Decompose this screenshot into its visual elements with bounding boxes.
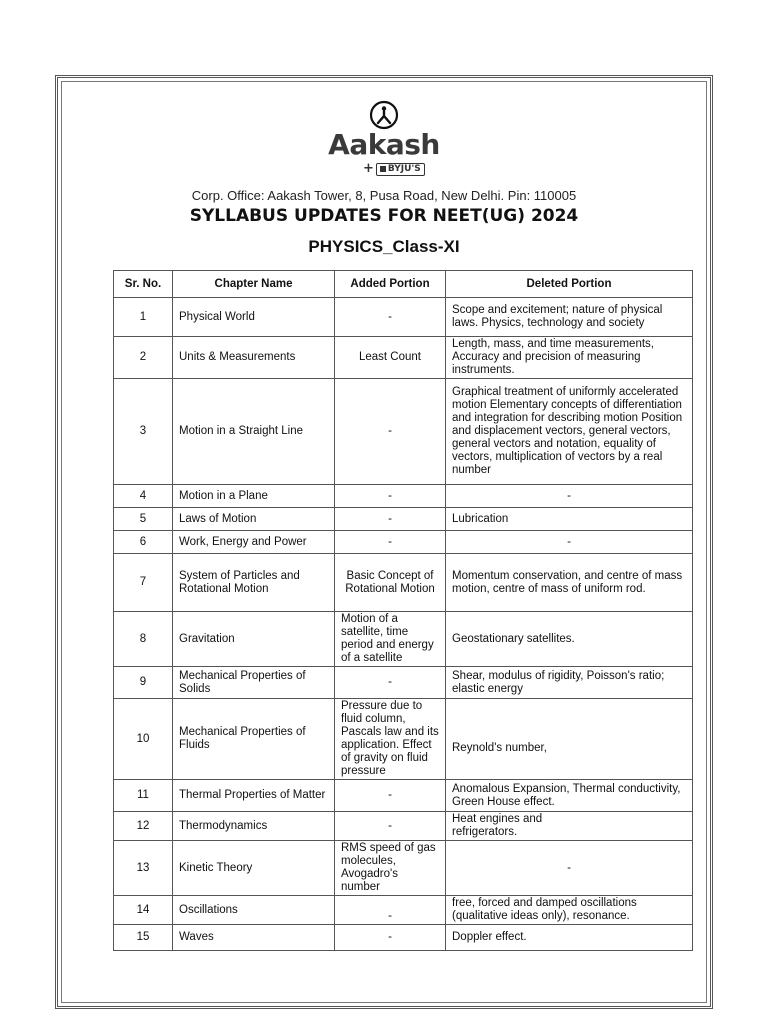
deleted-cell: Geostationary satellites. [446,612,693,667]
sr-cell: 3 [114,379,173,485]
table-header-row [114,271,693,298]
added-cell: - [335,780,446,812]
table-row [114,485,693,508]
added-cell: - [335,508,446,531]
chapter-cell: Waves [173,925,335,951]
table-row [114,699,693,780]
table-row [114,337,693,379]
chapter-cell: Laws of Motion [173,508,335,531]
sr-cell: 5 [114,508,173,531]
sr-cell: 15 [114,925,173,951]
chapter-cell: Oscillations [173,896,335,925]
sr-cell: 13 [114,841,173,896]
deleted-cell: - [446,841,693,896]
deleted-cell: Shear, modulus of rigidity, Poisson's ratio; elastic energy [446,667,693,699]
table-row [114,841,693,896]
table-row [114,508,693,531]
sr-cell: 8 [114,612,173,667]
chapter-cell: System of Particles and Rotational Motion [173,554,335,612]
chapter-cell: Kinetic Theory [173,841,335,896]
sr-cell: 7 [114,554,173,612]
sr-cell: 10 [114,699,173,780]
table-row [114,667,693,699]
col-header-added: Added Portion [335,271,446,298]
chapter-cell: Gravitation [173,612,335,667]
aakash-emblem-icon [369,100,399,130]
deleted-cell: Graphical treatment of uniformly accelerated motion Elementary concepts of differentiation and integration for describing motion Position and displacement vectors, general vectors, general vectors and notation, equality of vectors, multiplication of vectors by a real number [446,379,693,485]
added-cell: Pressure due to fluid column, Pascals law and its application. Effect of gravity on fluid pressure [335,699,446,780]
added-cell: - [335,812,446,841]
deleted-cell: free, forced and damped oscillations (qualitative ideas only), resonance. [446,896,693,925]
page-subtitle: PHYSICS_Class-XI [308,237,460,256]
table-row [114,612,693,667]
table-row [114,780,693,812]
table-row [114,531,693,554]
deleted-cell: Lubrication [446,508,693,531]
sr-cell: 6 [114,531,173,554]
deleted-cell: Reynold's number, [446,699,693,780]
added-cell: - [335,925,446,951]
table-row [114,298,693,337]
added-cell: Motion of a satellite, time period and energy of a satellite [335,612,446,667]
chapter-cell: Physical World [173,298,335,337]
col-header-chapter: Chapter Name [173,271,335,298]
partner-logo [363,162,425,176]
deleted-cell: Length, mass, and time measurements, Accuracy and precision of measuring instruments. [446,337,693,379]
added-cell: RMS speed of gas molecules, Avogadro's number [335,841,446,896]
byjus-label: BYJU'S [387,163,421,174]
table-row [114,554,693,612]
sr-cell: 1 [114,298,173,337]
added-cell: - [335,298,446,337]
deleted-cell: - [446,485,693,508]
chapter-cell: Mechanical Properties of Solids [173,667,335,699]
added-cell: Least Count [335,337,446,379]
added-cell: Basic Concept of Rotational Motion [335,554,446,612]
added-cell: - [335,379,446,485]
chapter-cell: Motion in a Plane [173,485,335,508]
sr-cell: 11 [114,780,173,812]
partner-plus: + [363,161,374,176]
byjus-badge [376,163,425,176]
sr-cell: 2 [114,337,173,379]
deleted-cell: Doppler effect. [446,925,693,951]
aakash-logo [0,100,768,130]
table-row [114,812,693,841]
chapter-cell: Thermodynamics [173,812,335,841]
brand-name: Aakash [328,128,440,161]
sr-cell: 9 [114,667,173,699]
sr-cell: 4 [114,485,173,508]
col-header-deleted: Deleted Portion [446,271,693,298]
sr-cell: 12 [114,812,173,841]
page-title: SYLLABUS UPDATES FOR NEET(UG) 2024 [189,206,579,226]
deleted-cell: Momentum conservation, and centre of mass motion, centre of mass of uniform rod. [446,554,693,612]
table-row [114,896,693,925]
added-cell: - [335,667,446,699]
chapter-cell: Motion in a Straight Line [173,379,335,485]
col-header-sr: Sr. No. [114,271,173,298]
sr-cell: 14 [114,896,173,925]
deleted-cell: - [446,531,693,554]
deleted-cell: Heat engines and refrigerators. [446,812,693,841]
added-cell: - [335,896,446,925]
corp-address: Corp. Office: Aakash Tower, 8, Pusa Road, New Delhi. Pin: 110005 [191,188,577,203]
chapter-cell: Mechanical Properties of Fluids [173,699,335,780]
chapter-cell: Work, Energy and Power [173,531,335,554]
table-row [114,925,693,951]
chapter-cell: Units & Measurements [173,337,335,379]
chapter-cell: Thermal Properties of Matter [173,780,335,812]
added-cell: - [335,531,446,554]
deleted-cell: Anomalous Expansion, Thermal conductivity, Green House effect. [446,780,693,812]
table-row [114,379,693,485]
byjus-square-icon [380,166,386,172]
added-cell: - [335,485,446,508]
deleted-cell: Scope and excitement; nature of physical laws. Physics, technology and society [446,298,693,337]
syllabus-table [113,270,693,951]
